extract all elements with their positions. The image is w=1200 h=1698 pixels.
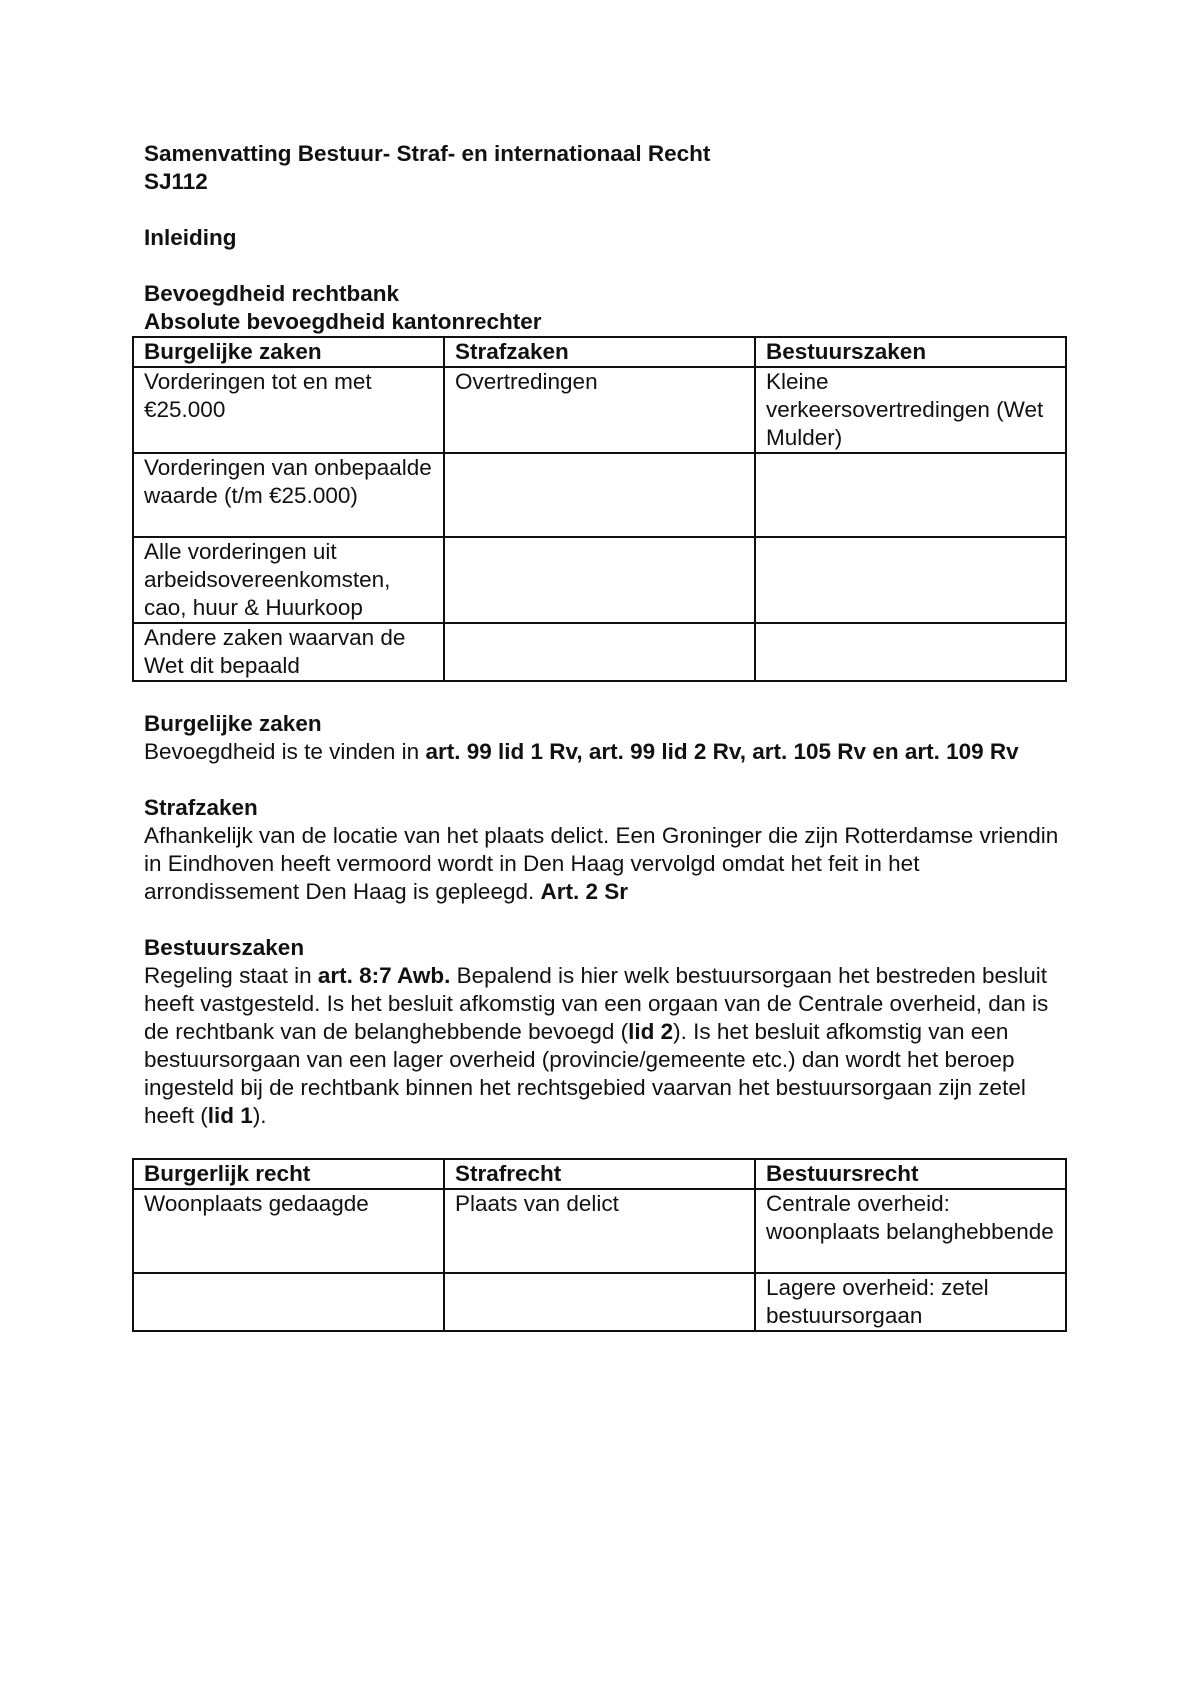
civil-paragraph (144, 738, 1074, 766)
admin-lid-2: lid 2 (628, 1019, 674, 1044)
table-cell: Centrale overheid: woonplaats belanghebbende (755, 1189, 1066, 1273)
table-row (133, 1273, 1066, 1331)
table-cell: Andere zaken waarvan de Wet dit bepaald (133, 623, 444, 681)
table-cell: Vorderingen tot en met €25.000 (133, 367, 444, 453)
administrative-paragraph (144, 962, 1074, 1130)
table-cell: Overtredingen (444, 367, 755, 453)
table-cell: Plaats van delict (444, 1189, 755, 1273)
table-header-cell: Bestuursrecht (755, 1159, 1066, 1189)
table-row (133, 453, 1066, 537)
table-header-cell: Burgelijke zaken (133, 337, 444, 367)
admin-text-3: ). Is het besluit afkomstig van een bestuursorgaan van een lager overheid (provincie/gemeente etc.) dan wordt het beroep ingesteld bij de rechtbank binnen het rechtsgebied vaarvan het bestuursorgaan zijn zetel heeft ( (144, 1019, 1026, 1128)
course-code: SJ112 (144, 169, 208, 194)
table-row (133, 623, 1066, 681)
table-cell (133, 1273, 444, 1331)
competence-table (132, 336, 1067, 682)
table-header-row (133, 337, 1066, 367)
civil-articles: art. 99 lid 1 Rv, art. 99 lid 2 Rv, art. 105 Rv en art. 109 Rv (425, 739, 1019, 764)
intro-heading: Inleiding (144, 225, 237, 250)
table-cell: Alle vorderingen uit arbeidsovereenkomsten, cao, huur & Huurkoop (133, 537, 444, 623)
table-header-cell: Bestuurszaken (755, 337, 1066, 367)
criminal-paragraph (144, 822, 1074, 906)
civil-heading: Burgelijke zaken (144, 711, 322, 736)
table-row (133, 537, 1066, 623)
criminal-article: Art. 2 Sr (540, 879, 629, 904)
criminal-text: Afhankelijk van de locatie van het plaats delict. Een Groninger die zijn Rotterdamse vriendin in Eindhoven heeft vermoord wordt in Den Haag vervolgd omdat het feit in het arrondissement Den Haag is gepleegd. (144, 823, 1059, 904)
criminal-heading: Strafzaken (144, 795, 258, 820)
table-header-row (133, 1159, 1066, 1189)
section-heading: Bevoegdheid rechtbank (144, 281, 400, 306)
table1-caption: Absolute bevoegdheid kantonrechter (144, 309, 542, 334)
table-cell (755, 623, 1066, 681)
law-comparison-table (132, 1158, 1067, 1332)
admin-article: art. 8:7 Awb. (317, 963, 451, 988)
table-cell (444, 1273, 755, 1331)
table-cell (755, 537, 1066, 623)
administrative-heading: Bestuurszaken (144, 935, 305, 960)
table-cell (444, 453, 755, 537)
table-cell (444, 537, 755, 623)
table-header-cell: Strafrecht (444, 1159, 755, 1189)
table-header-cell: Strafzaken (444, 337, 755, 367)
document-page (144, 140, 1074, 1332)
table-cell: Kleine verkeersovertredingen (Wet Mulder) (755, 367, 1066, 453)
civil-text: Bevoegdheid is te vinden in (144, 739, 426, 764)
table-cell: Lagere overheid: zetel bestuursorgaan (755, 1273, 1066, 1331)
table-cell: Woonplaats gedaagde (133, 1189, 444, 1273)
table-row (133, 1189, 1066, 1273)
document-title: Samenvatting Bestuur- Straf- en internationaal Recht (144, 141, 711, 166)
table-cell: Vorderingen van onbepaalde waarde (t/m €25.000) (133, 453, 444, 537)
admin-text-1: Regeling staat in (144, 963, 318, 988)
admin-text-4: ). (252, 1103, 267, 1128)
table-header-cell: Burgerlijk recht (133, 1159, 444, 1189)
table-cell (755, 453, 1066, 537)
table-cell (444, 623, 755, 681)
admin-lid-1: lid 1 (207, 1103, 253, 1128)
table-row (133, 367, 1066, 453)
admin-text-2: Bepalend is hier welk bestuursorgaan het bestreden besluit heeft vastgesteld. Is het besluit afkomstig van een orgaan van de Centrale overheid, dan is de rechtbank van de belanghebbende bevoegd ( (144, 963, 1049, 1044)
